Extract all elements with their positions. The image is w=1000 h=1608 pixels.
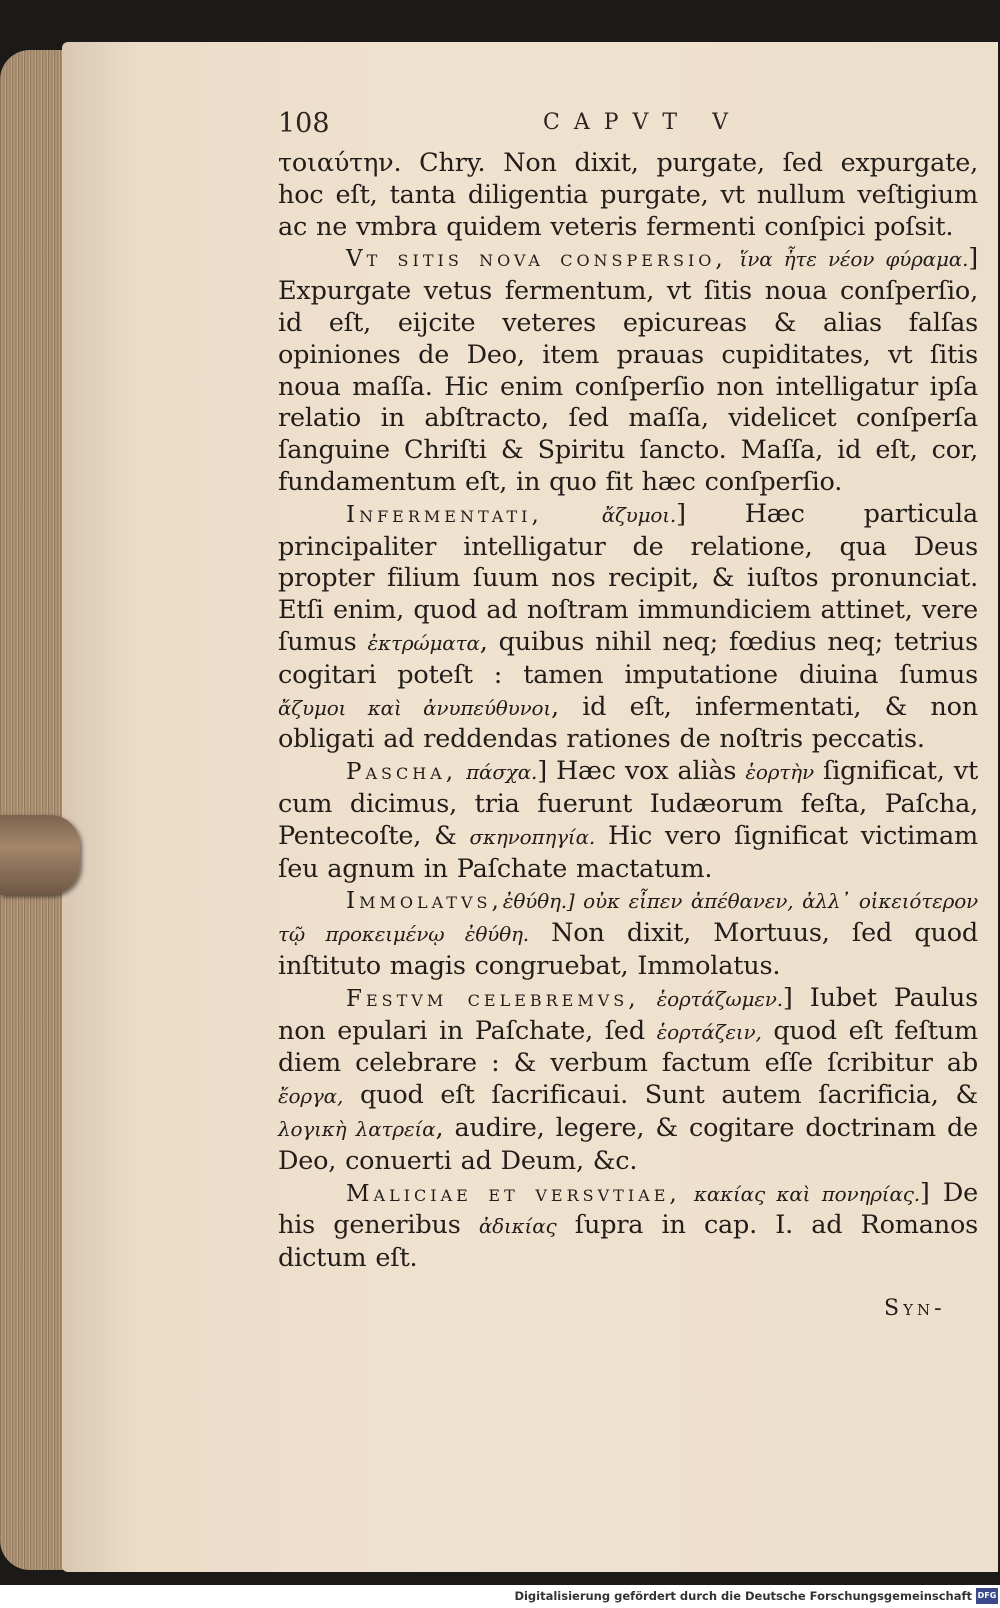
greek-text: ἐθύθη.] οὐκ εἶπεν ἀπέθανεν, ἀλλ᾽ οἰκειότερον τῷ προκειμένῳ ἐθύθη.	[278, 889, 978, 947]
paragraph-text: Hic vero ſignificat victimam ſeu agnum in Paſchate mactatum.	[278, 820, 979, 884]
paragraph	[278, 1178, 978, 1275]
bookmark-tab	[0, 815, 80, 895]
paragraph	[278, 756, 978, 885]
lemma: Festvm celebremvs,	[346, 985, 640, 1012]
paragraph-text: ] Iubet Paulus non epulari in Paſchate, ſed	[278, 982, 979, 1046]
greek-text: ἵνα ἦτε νέον φύραμα.	[739, 247, 969, 272]
footer-bar	[0, 1585, 1000, 1608]
page-header	[278, 108, 978, 148]
running-head: CAPVT V	[543, 110, 742, 135]
greek-text: ἀδικίας	[478, 1214, 557, 1239]
lemma: Pascha,	[346, 759, 458, 786]
book-page-edges	[0, 50, 70, 1570]
paragraph	[278, 148, 978, 243]
page-number: 108	[278, 108, 330, 139]
paragraph-text: , audire, legere, & cogitare doctrinam de Deo, conuerti ad Deum, &c.	[278, 1112, 978, 1176]
paragraph-text: ] Expurgate vetus fermentum, vt ſitis noua conſperſio, id eſt, eijcite veteres epicureas & alias falſas opiniones de Deo, item prauas cupiditates, vt ſitis noua maſſa. Hic enim conſperſio non intelligatur ipſa relatio in abſtracto, ſed maſſa, videlicet conſperſa ſanguine Chriſti & Spiritu ſancto. Maſſa, id eſt, cor, fundamentum eſt, in quo fit hæc conſperſio.	[278, 243, 978, 497]
paragraph-text: ] Hæc vox aliàs	[537, 756, 737, 787]
greek-text: πάσχα.	[466, 760, 538, 785]
greek-text: σκηνοπηγία.	[469, 824, 596, 849]
paragraph-text: ſignificat, vt cum dicimus, tria fuerunt Iudæorum feſta, Paſcha, Pentecoſte, &	[278, 756, 978, 851]
paragraph-text: ] Hæc particula principaliter intelligatur de relatione, qua Deus propter filium ſuum nos recipit, & iuſtos pronunciat. Etſi enim, quod ad noſtram immundiciem attinet, vere ſumus	[278, 498, 978, 657]
paragraph-text: τοιαύτην. Chry. Non dixit, purgate, ſed expurgate, hoc eſt, tanta diligentia purgate, vt nullum veſtigium ac ne vmbra quidem veteris fermenti conſpici poſsit.	[278, 148, 978, 242]
greek-text: ἄζυμοι καὶ ἀνυπεύθυνοι	[278, 695, 552, 720]
paragraph	[278, 243, 978, 498]
greek-text: ἑορτάζωμεν.	[656, 986, 783, 1011]
paragraph	[278, 983, 978, 1178]
footer-credit: Digitalisierung gefördert durch die Deutsche Forschungsgemeinschaft	[514, 1589, 972, 1603]
paragraph-text: ſupra in cap. I. ad Romanos dictum eſt.	[278, 1210, 979, 1274]
paragraph-text: quod eſt ſacrificaui. Sunt autem ſacrificia, &	[359, 1080, 979, 1111]
lemma: Maliciae et versvtiae,	[346, 1180, 681, 1207]
greek-text: λογικὴ λατρεία	[278, 1116, 436, 1141]
greek-text: ἔοργα,	[278, 1084, 344, 1109]
greek-text: ἐκτρώματα	[367, 630, 480, 655]
catchword: Syn-	[884, 1296, 946, 1321]
greek-text: ἑορτάζειν,	[656, 1019, 762, 1044]
lemma: Vt sitis nova conspersio,	[346, 246, 727, 273]
paragraph-text: , quibus nihil neq; fœdius neq; tetrius cogitari poteſt : tamen imputatione diuina ſumus	[278, 626, 978, 690]
lemma: Infermentati,	[346, 501, 543, 528]
paragraph-text: Non dixit, Mortuus, ſed quod inſtituto magis congruebat, Immolatus.	[278, 918, 978, 981]
paragraph-text: quod eſt feſtum diem celebrare : & verbum factum eſſe ſcribitur ab	[278, 1015, 979, 1079]
greek-text: κακίας καὶ πονηρίας.	[693, 1181, 920, 1206]
paragraph-text: ] De his generibus	[278, 1177, 978, 1241]
lemma: Immolatvs,	[346, 888, 503, 915]
body-text	[278, 148, 978, 1275]
dfg-logo-icon: DFG	[976, 1588, 998, 1604]
greek-text: ἑορτὴν	[745, 760, 814, 785]
paragraph	[278, 499, 978, 756]
paragraph-text: , id eſt, infermentati, & non obligati ad reddendas rationes de noſtris peccatis.	[278, 691, 978, 755]
greek-text: ἄζυμοι.	[601, 502, 677, 527]
paragraph	[278, 885, 978, 982]
